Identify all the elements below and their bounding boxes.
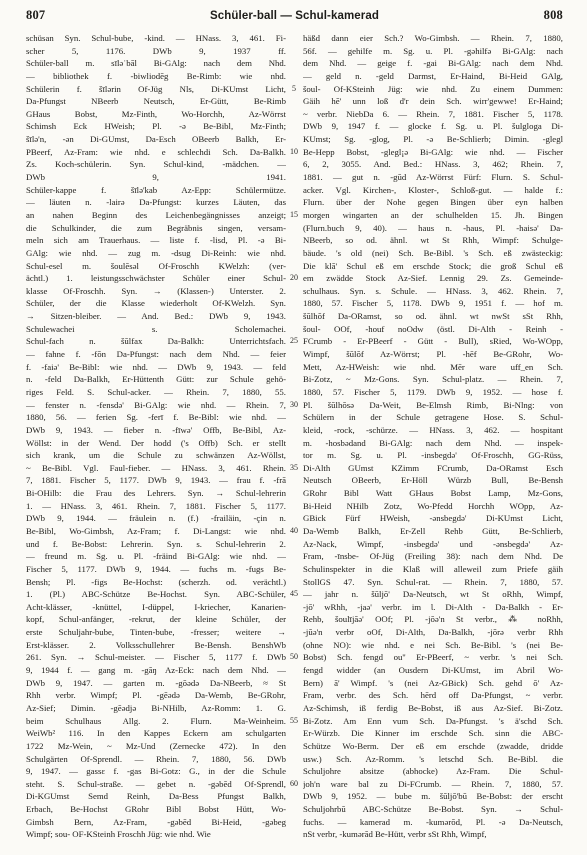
text-line: Schul-esel m. šoulēsəl Of-Froschh KWelzh: (ver-	[26, 260, 286, 271]
text-line: 1. (Pl.) ABC-Schütze Be-Hochst. Syn. ABC-Schüler,	[26, 589, 286, 600]
text-line: Wimpf, šūlōf Az-Wörrst; Pl. -hēf Be-GRohr, Wo-	[303, 349, 563, 360]
text-line: Be-Hepp Bobst, -glegl¡ə Bi-GAlg: wie nhd. — Fischer	[303, 146, 563, 157]
text-line: DWb 9, 1943. — fieber n. -fīwə' Offb, Be-Bibl, Az-	[26, 424, 286, 435]
text-line: Rhh verbr. Wimpf; Pl. -gēədə Da-Wemb, Be-GRohr,	[26, 690, 286, 701]
text-line: Fischer 5, 1177. DWb 9, 1944. — fuchs m. -fugs Be-	[26, 563, 286, 574]
text-line: und f. Be-Bobst: Lehrerin. Syn. s. Schul-lehrerin 2.	[26, 538, 286, 549]
text-line: Gäih hē' unn loß d'r dein Sch. wirr'gewwe! Er-Haind;	[303, 96, 563, 107]
line-number: 25	[290, 336, 298, 346]
text-line: DWb 9, 1941.	[26, 172, 286, 183]
text-line: KUmst; Sg. -glog, Pl. -ə Be-Schlierb; Dimin. -glegl	[303, 134, 563, 145]
text-line: meln sich am Trauerhaus. — liste f. -lisd, Pl. -ə Bi-	[26, 235, 286, 246]
text-line: Acht-klässer, -knüttel, I-düppel, I-kriecher, Kanarien-	[26, 601, 286, 612]
page-number-right: 808	[543, 8, 563, 22]
text-line: Erst-klässer. 2. Volksschullehrer Be-Bensh. BenshWb	[26, 639, 286, 650]
line-number-gutter	[279, 32, 309, 832]
line-number: 40	[290, 525, 298, 535]
text-line: Rehb, šoulījāə' OOf; Pl. -jōə'n St verbr., ⁂ noRhh,	[303, 614, 563, 625]
text-line: PBeerf, Az-Fram: wie nhd. e schlechdi Sch. Da-Balkh.	[26, 146, 286, 157]
text-line: 1880, 56. — ferien Sg. -ferī f. Be-Bibl: wie nhd. —	[26, 412, 286, 423]
text-line: f. -faiə' Be-Bibl: wie nhd. — DWb 9, 1943. — feld	[26, 361, 286, 372]
line-number: 10	[290, 146, 298, 156]
text-line: schüsan Syn. Schul-bube, -kind. — HNass. 3, 461. Fi-	[26, 33, 286, 43]
text-line: 1. — HNass. 3, 461. Rhein. 7, 1881. Fischer 5, 1177.	[26, 500, 286, 511]
text-line: steht. S. Schul-straße. — gebet n. -gəbēd Of-Sprendl,	[26, 778, 286, 789]
text-line: Da-Wemb Balkh, Er-Zell Rehb Gütt, Be-Schlierb,	[303, 525, 563, 536]
text-line: Pl. šūlhōsə Da-Weit, Be-Elmsh Rimb, Bi-Nlng: von	[303, 399, 563, 410]
text-line: 9, 1947. — gassɛ f. -gas Bi-Gotz: G., in der die Schule	[26, 766, 286, 777]
text-line: GRohr Bibl Watt GHaus Bobst Lamp, Mz-Gons,	[303, 488, 563, 499]
text-line: Schimsh Eck HWeish; Pl. -ə Be-Bibl, Mz-Finth;	[26, 121, 286, 132]
text-line: 56f. — gehilfe m. Sg. u. Pl. -gəhilfə Bi-GAlg: nach	[303, 45, 563, 56]
text-line: Schul-fach n. šūlfax Da-Balkh: Unterrichtsfach.	[26, 336, 286, 347]
text-line: šoul- Of-KSteinh Jüg: wie nhd. Zu einem Dummen:	[303, 83, 563, 94]
text-line: Bi-Zotz. Am Enn vum Sch. Da-Pfungst. 's ä'schd Sch.	[303, 715, 563, 726]
text-line: Schuljohre absitze (abhocke) Az-Fram. Die Schul-	[303, 766, 563, 777]
text-line: scher 5, 1176. DWb 9, 1937 ff.	[26, 45, 286, 56]
text-line: schulhaus. Syn. s. Schule. — HNass. 3, 462. Rhein. 7,	[303, 285, 563, 296]
text-line: FCrumb - Er-PBeerf - Gütt - Bull), sRied, Wo-WOpp,	[303, 336, 563, 347]
text-line: Bensh; Pl. -figs Be-Hochst: (scherzh. od. verächtl.)	[26, 576, 286, 587]
line-number: 30	[290, 399, 298, 409]
page-header	[26, 8, 563, 32]
text-line: -jō' wRhh, -jaə' verbr. im Ɩ. Di-Alth - Da-Balkh - Er-	[303, 601, 563, 612]
text-line: (Flurn.buch 9, 40). — haus n. -haus, Pl. -haisə' Da-	[303, 222, 563, 233]
text-line: m. -hosbədand Bi-GAlg: nach dem Nhd. — inspek-	[303, 437, 563, 448]
text-line: šīlə'n, -ən Di-GUmst, Da-Esch OBeerb Balkh, Er-	[26, 134, 286, 145]
text-line: GBick Fürf HWeish, -ənsbegdə' Di-KUmst Licht,	[303, 513, 563, 524]
text-line: Flurn. über der Nohe gegen Bingen über eyn halben	[303, 197, 563, 208]
text-line: Er-Würzb. Die Kinner im erschde Sch. sinn die ABC-	[303, 728, 563, 739]
text-line: — geld n. -geld Darmst, Er-Haind, Bi-Heid GAlg,	[303, 70, 563, 81]
text-line: usw.) Sch. Az-Romm. 's letschd Sch. Be-Bibl. die	[303, 753, 563, 764]
text-line: DWb 9, 1944. — fräulein n. (f.) -frailäin, -çin n.	[26, 513, 286, 524]
text-line: sich krank, um die Schule zu schwänzen Az-Wöllst,	[26, 450, 286, 461]
text-line: Erbach, Be-Hochst GRohr Bibl Bobst Hütt, Wo-	[26, 804, 286, 815]
text-line: DWb 9, 1952. — bube m. šūljō'bū Be-Bobst: der erscht	[303, 791, 563, 802]
text-line: šoul- OOf, -houf noOdw (östl. Di-Alth - Reinh -	[303, 323, 563, 334]
text-line: 7, 1881. Fischer 5, 1177. DWb 9, 1943. — frau f. -frā	[26, 475, 286, 486]
text-line: beim Schulhaus Allg. 2. Flurn. Ma-Weinheim.	[26, 715, 286, 726]
page-number-left: 807	[26, 8, 46, 22]
text-line: erste Schuljahr-bube, Tinten-bube, -fresser; weitere →	[26, 627, 286, 638]
text-line: Mett, Az-HWeish: wie nhd. Mēr ware uff_en Sch.	[303, 361, 563, 372]
running-title: Schüler-ball — Schul-kamerad	[210, 10, 379, 22]
text-line: šūlhōf Da-ORamst, so od. ähnl. wt nwSt sSt Rhh,	[303, 311, 563, 322]
text-line: NBeerb, so od. ähnl. wt St Rhh, Wimpf: Schulge-	[303, 235, 563, 246]
text-line: 1880, 57. Fischer 5, 1178. DWb 9, 1951 f. — hof m.	[303, 298, 563, 309]
text-line: — bibliothek f. -biwliodēg Be-Rimb: wie nhd.	[26, 70, 286, 81]
text-line: Wimpf; sou- OF-KSteinh Froschh Jüg: wie nhd. Wie	[26, 829, 211, 840]
text-line: Da-Pfungst NBeerb Neutsch, Er-Gütt, Be-Rimb	[26, 96, 286, 107]
text-line: — läuten n. -lairə Da-Pfungst: kurzes Läuten, das	[26, 197, 286, 208]
text-line: 261. Syn. → Schul-meister. — Fischer 5, 1177 f. DWb	[26, 652, 286, 663]
text-line: nSt verbr, -kumərād Be-Hütt, verbr sSt Rhh, Wimpf,	[303, 829, 487, 840]
line-number: 55	[290, 715, 298, 725]
text-line: Schulinspekter in die Klaß will alleweil zum Priefe gäih	[303, 563, 563, 574]
text-line: ächtl.) 1. leistungsschwächster Schüler einer Schul-	[26, 273, 286, 284]
text-line: Be-Bibl, Wo-Gimbsh, Az-Fram; f. Di-Langst: wie nhd.	[26, 525, 286, 536]
text-line: → Sitzen-bleiber. — And. Bed.: DWb 9, 1943.	[26, 311, 286, 322]
text-line: GAlg: wie nhd. — zug m. -dsug Di-Reinh: wie nhd.	[26, 247, 286, 258]
line-number: 20	[290, 273, 298, 283]
text-line: Az-Sief; Dimin. -gēədjə Bi-NHilb, Az-Romm: 1. G.	[26, 702, 286, 713]
text-line: Neutsch OBeerb, Er-Höll Würzb Bull, Be-Bensh	[303, 475, 563, 486]
text-line: an nahen Beginn des Leichenbegängnisses anzeigt;	[26, 209, 286, 220]
text-line: Die klā' Schul eß em erschde Stock; die groß Schul eß	[303, 260, 563, 271]
text-line: 1722 Mz-Wein, ~ Mz-Und (Zernecke 472). In den	[26, 740, 286, 751]
text-line: 9, 1944 f. — gang m. -gāŋ Az-Eck: nach dem Nhd. —	[26, 665, 286, 676]
text-line: morgen wingarten an der schulhelden 15. Jh. Bingen	[303, 209, 563, 220]
text-line: — fenster n. -fensdə' Bi-GAlg: wie nhd. — Rhein. 7,	[26, 399, 286, 410]
text-line: Di-Alth GUmst KZimm FCrumb, Da-ORamst Esch	[303, 462, 563, 473]
text-line: Schüler-kappe f. šīlə'kab Az-Epp: Schülermütze.	[26, 184, 286, 195]
text-line: Schütze Wo-Berm. Der eß em erschde (zwadde, dridde	[303, 740, 563, 751]
line-number: 45	[290, 589, 298, 599]
text-line: kleid, -rock, -schürze. — HNass. 3, 462. — hospitant	[303, 424, 563, 435]
text-line: bäude. 's old (nei) Sch. Be-Bibl. 's Sch. eß zwästeckig:	[303, 247, 563, 258]
text-line: fuchs. — kamerad m. -kumərōd, Pl. -ə Da-Neutsch,	[303, 816, 563, 827]
text-line: Bi-Zotz, ~ Mz-Gons. Syn. Schul-platz. — Rhein. 7,	[303, 374, 563, 385]
text-line: DWb 9, 1947. — garten m. -gōədə Da-NBeerb, ≈ St	[26, 677, 286, 688]
text-line: Zs. Koch-schülerin. Syn. Schul-kind, -mädchen. —	[26, 159, 286, 170]
text-line: -jūə'n verbr oOf, Di-Alth, Da-Balkh, -jōrə verbr Rhh	[303, 627, 563, 638]
text-line: riges Feld. S. Schul-acker. — Rhein. 7, 1880, 55.	[26, 386, 286, 397]
text-line: Gimbsh Bern, Az-Fram, -gəbēd Bi-Heid, -gəbeg	[26, 816, 286, 827]
text-line: GHaus Bobst, Mz-Finth, Wo-Horchh, Az-Wörrst	[26, 108, 286, 119]
text-line: — fahne f. -fōn Da-Pfungst: nach dem Nhd. — feier	[26, 349, 286, 360]
text-line: Schuljohrbū ABC-Schütze Be-Bobst. Syn. → Schul-	[303, 804, 563, 815]
text-line: 1881. — gut n. -gūd Az-Wörrst Fürf: Flurn. S. Schul-	[303, 172, 563, 183]
text-line: Schulgärten Of-Sprendl. — Rhein. 7, 1880, 56. DWb	[26, 753, 286, 764]
text-line: ~ verbr. NiebDa 6. — Rhein. 7, 1881. Fischer 5, 1178.	[303, 108, 563, 119]
text-line: Wöllst: in der Wend. Der hodd ('s Offb) Sch. er stellt	[26, 437, 286, 448]
text-line: kopf, Schul-anfänger, -rekrut, der kleine Schüler, der	[26, 614, 286, 625]
text-line: Schüler-ball m. sīləˈbāl Bi-GAlg: nach dem Nhd.	[26, 58, 286, 69]
text-line: n. -feld Da-Balkh, Er-Hüttenth Gütt: zur Schule gehö-	[26, 374, 286, 385]
right-column	[303, 32, 563, 841]
text-line: em zwädde Stock Az-Sief. Lennig 29. Zs. Gemeinde-	[303, 273, 563, 284]
text-line: Fram, -īnsbe- Of-Jüg (Freiling 38): nach dem Nhd. De	[303, 551, 563, 562]
text-line: dem Nhd. — geige f. -gai Bi-GAlg: nach dem Nhd.	[303, 58, 563, 69]
text-line: Bi-Heid NHilb Zotz, Wo-Pfedd Horchh WOpp, Az-	[303, 500, 563, 511]
text-line: WeiWb² 116. In den Kappes Eckern am schulgarten	[26, 728, 286, 739]
text-line: Schüler, der die Klasse wiederholt Of-KWelzh. Syn.	[26, 298, 286, 309]
text-line: joh'n ware bal zu Di-FCrumb. — Rhein. 7, 1880, 57.	[303, 778, 563, 789]
text-line: — jahr n. šūljō' Da-Neutsch, wt St oRhh, Wimpf,	[303, 589, 563, 600]
line-number: 15	[290, 209, 298, 219]
text-line: — freund m. Sg. u. Pl. -fräind Bi-GAlg: wie nhd. —	[26, 551, 286, 562]
line-number: 60	[290, 778, 298, 788]
text-line: 1880, 57. Fischer 5, 1179. DWb 9, 1952. — hose f.	[303, 386, 563, 397]
text-line: Schulewachei s. Scholemachei.	[26, 323, 286, 334]
left-column	[26, 32, 286, 841]
text-line: (ohne NO): wie nhd. e nei Sch. Be-Bibl. 's (nei Be-	[303, 639, 563, 650]
line-number: 35	[290, 462, 298, 472]
text-line: klasse Of-Froschh. Syn. → (Klassen-) Unterster. 2.	[26, 285, 286, 296]
text-line: 6, 2, 3055. And. Bed.: HNass. 3, 462; Rhein. 7,	[303, 159, 563, 170]
text-line: tor m. Sg. u. Pl. -insbegdə' Of-Froschh, GG-Rüss,	[303, 450, 563, 461]
text-line: Bern) ā' Wimpf. 's (nei Az-GBick) Sch. gehd ō' Az-	[303, 677, 563, 688]
text-line: DWb 9, 1947 f. — glocke f. Sg. u. Pl. šulgloga Di-	[303, 121, 563, 132]
text-line: Schülerin f. šīlərin Of-Jüg Nls, Di-KUmst Licht,	[26, 83, 286, 94]
text-line: acker. Vgl. Kirchen-, Kloster-, Schloß-gut. — halde f.:	[303, 184, 563, 195]
text-line: Schülern in der Schule getragene Hose. S. Schul-	[303, 412, 563, 423]
text-line: ~ Be-Bibl. Vgl. Faul-fieber. — HNass. 3, 461. Rhein.	[26, 462, 286, 473]
text-line: Az-Schimsh, iß ferdig Be-Bobst, iß aus Az-Sief. Bi-Zotz.	[303, 702, 563, 713]
text-line: häßd dann eier Sch.? Wo-Gimbsh. — Rhein. 7, 1880,	[303, 33, 563, 43]
text-line: StollGS 47. Syn. Schul-rat. — Rhein. 7, 1880, 57.	[303, 576, 563, 587]
text-line: Bobst) Sch. fengd ou'' Er-PBeerf, ~ verbr. 's nei Sch.	[303, 652, 563, 663]
line-number: 50	[290, 652, 298, 662]
text-line: Di-KGUmst Semd Reinh, Da-Bess Pfungst Balkh,	[26, 791, 286, 802]
text-line: fengd widder (an Ousdern Di-KUmst, im Abril Wo-	[303, 665, 563, 676]
line-number: 5	[292, 83, 296, 93]
text-line: Bi-OHilb: die Frau des Lehrers. Syn. → Schul-lehrerin	[26, 488, 286, 499]
text-line: die Schulkinder, die zum Begräbnis singen, versam-	[26, 222, 286, 233]
text-line: Az-Nack, Wimpf, -insbegdə' und -ənsbegdə' Az-	[303, 538, 563, 549]
two-column-body	[26, 32, 563, 841]
text-line: Fram, verbr. des Sch. hērd off Da-Pfungst, ~ verbr.	[303, 690, 563, 701]
